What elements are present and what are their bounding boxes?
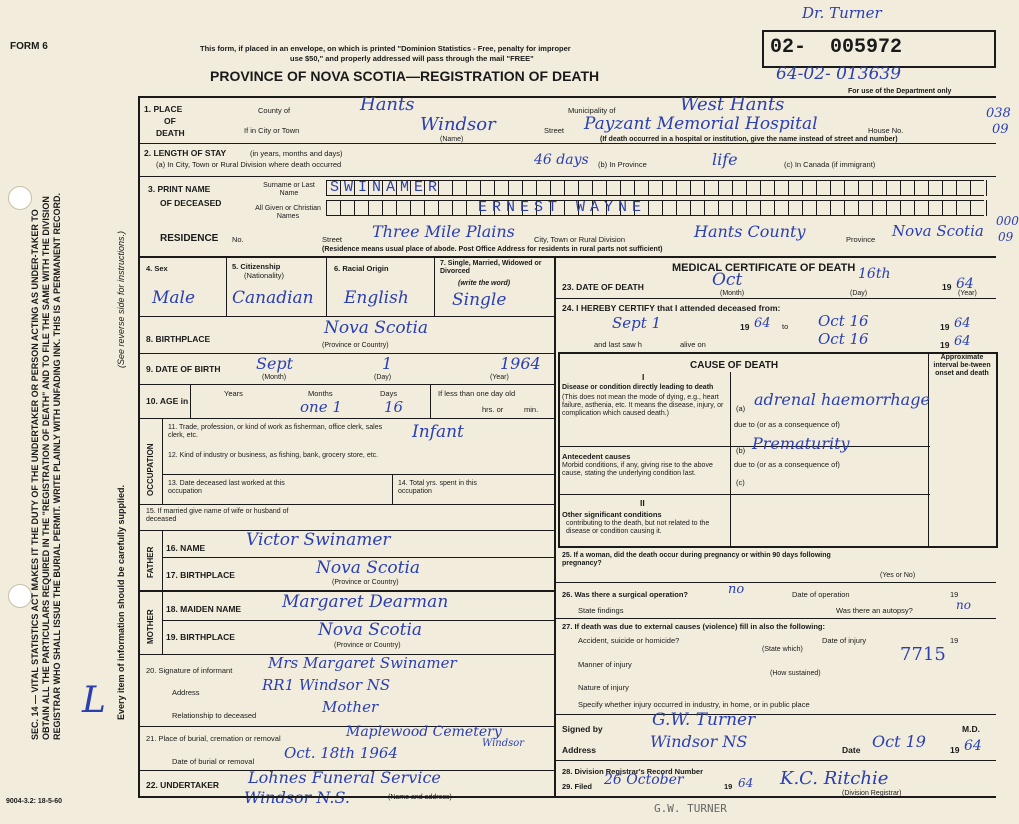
rule-residence [138, 256, 996, 258]
last-saw-mid: alive on [680, 340, 706, 349]
rule-external [556, 714, 996, 715]
last-saw-label: and last saw h [594, 340, 642, 349]
burial-town-value: Windsor [482, 738, 525, 749]
registration-number: 005972 [830, 36, 903, 59]
informant-address-label: Address [172, 688, 200, 697]
father-name-label: 16. NAME [166, 543, 206, 553]
relationship-label: Relationship to deceased [172, 711, 257, 720]
mother-name-label: 18. MAIDEN NAME [166, 604, 242, 614]
name-label-1: 3. PRINT NAME [148, 184, 211, 194]
mother-birthplace-value: Nova Scotia [318, 620, 423, 640]
rule-occupation-13 [162, 474, 555, 475]
handwritten-margin-mark: L [82, 680, 106, 721]
frame-left-line [138, 96, 140, 796]
surname-label: Surname or Last Name [263, 182, 315, 197]
form-code: 9004-3.2: 18-5-60 [6, 798, 63, 805]
handwritten-reg-number: 64-02- 013639 [776, 64, 902, 84]
dob-day: 1 [382, 354, 393, 373]
last-saw-prefix: 19 [940, 340, 950, 350]
age-days-value: 16 [384, 398, 404, 416]
rule-pregnancy [556, 582, 996, 583]
county-label: County of [258, 106, 291, 115]
registration-prefix: 02- [770, 36, 807, 59]
birthplace-label: 8. BIRTHPLACE [146, 334, 211, 344]
burial-place-value: Maplewood Cemetery [346, 724, 502, 740]
occupation-11-label: 11. Trade, profession, or kind of work as fisherman, office clerk, sales clerk, etc. [168, 424, 383, 439]
autopsy-label: Was there an autopsy? [836, 606, 913, 615]
father-caption: (Province or Country) [332, 579, 399, 586]
stay-sub: (in years, months and days) [250, 149, 343, 158]
hospital-note: (If death occurred in a hospital or institution, give the name instead of street and number) [600, 136, 898, 143]
dob-year: 1964 [500, 354, 541, 373]
county-value: Hants [360, 94, 415, 115]
signature-year-prefix: 19 [950, 745, 960, 755]
frame-top-line [138, 96, 996, 98]
father-name-value: Victor Swinamer [246, 530, 391, 550]
occupation-12-label: 12. Kind of industry or business, as fishing, bank, grocery store, etc. [168, 452, 379, 459]
mother-side-label: MOTHER [146, 609, 155, 644]
rule-v-parents [162, 530, 163, 654]
margin-code-2: 09 [992, 122, 1009, 137]
racial-value: English [344, 288, 409, 308]
rule-v-interval [928, 352, 929, 546]
informant-name-value: Mrs Margaret Swinamer [268, 654, 457, 672]
state-which-caption: (State which) [762, 646, 803, 653]
cause-title: CAUSE OF DEATH [690, 360, 779, 371]
place-label-2: OF [164, 116, 176, 126]
municipality-label: Municipality of [568, 106, 616, 115]
external-causes-label: 27. If death was due to external causes (violence) fill in also the following: [562, 622, 825, 631]
manner-label: Manner of injury [578, 660, 632, 669]
registrar-caption: (Division Registrar) [842, 790, 902, 797]
specify-label: Specify whether injury occurred in industry, in home, or in public place [578, 700, 810, 709]
occupation-14-label: 14. Total yrs. spent in this occupation [398, 480, 477, 495]
burial-date-label: Date of burial or removal [172, 757, 255, 766]
code-number: 7715 [900, 644, 946, 665]
house-label: House No. [868, 126, 904, 135]
mother-birthplace-label: 19. BIRTHPLACE [166, 632, 235, 642]
death-month-value: Oct [712, 270, 743, 290]
due-to-label-2: due to (or as a consequence of) [734, 460, 840, 469]
informant-label: 20. Signature of informant [146, 666, 233, 675]
rule-v-age [190, 384, 191, 418]
sex-value: Male [152, 288, 196, 308]
binder-hole-top [8, 186, 32, 210]
registrar-stamp: G.W. TURNER [654, 802, 727, 815]
name-label-2: OF DECEASED [160, 198, 222, 208]
statute-note: SEC. 14 — VITAL STATISTICS ACT MAKES IT THE DUTY OF THE UNDERTAKER OR PERSON ACTING AS UNDER-TAKER TO OBTAIN ALL THE PARTICULARS REQUIRED IN THE "REGISTRATION OF DEATH" AND TO FILE THE SAME WITH THE DIVISION REGISTRAR WHO SHALL ISSUE THE BURIAL PERMIT. WRITE PLAINLY WITH UNFADING INK. THIS IS A PERMANENT RECORD. [30, 192, 62, 740]
dob-month-caption: (Month) [262, 374, 287, 381]
dob-month: Sept [256, 354, 294, 373]
death-month-caption: (Month) [720, 290, 745, 297]
surgical-label: 26. Was there a surgical operation? [562, 590, 689, 599]
mother-caption: (Province or Country) [334, 642, 401, 649]
sex-label: 4. Sex [146, 264, 168, 273]
other-label: Other significant conditions [562, 510, 662, 519]
residence-note: (Residence means usual place of abode. Post Office Address for residents in rural parts not sufficient) [322, 246, 663, 253]
operation-year-prefix: 19 [950, 590, 959, 599]
cause-c-label: (c) [736, 478, 745, 487]
envelope-note-2: use $50," and properly addressed will pass through the mail "FREE" [290, 54, 534, 63]
handwritten-doctor-name: Dr. Turner [802, 4, 882, 22]
informant-address-value: RR1 Windsor NS [262, 676, 391, 694]
margin-code-4: 09 [998, 230, 1014, 244]
place-label-1: 1. PLACE [144, 104, 183, 114]
occupation-11-value: Infant [412, 422, 464, 442]
burial-label: 21. Place of burial, cremation or removal [146, 734, 281, 743]
filed-year-prefix: 19 [724, 782, 733, 791]
attended-from-year: 64 [754, 316, 771, 331]
marital-value: Single [452, 290, 507, 310]
disease-note: (This does not mean the mode of dying, e.g., heart failure, asthenia, etc. It means the disease, injury, or complication which caused death.) [562, 394, 724, 417]
column-divider [554, 256, 556, 796]
death-year-prefix: 19 [942, 282, 952, 292]
occupation-13-label: 13. Date deceased last worked at this occupation [168, 480, 285, 495]
record-number-label: 28. Division Registrar's Record Number [562, 767, 703, 776]
roman-numeral-1: I [642, 372, 645, 382]
given-names-label: All Given or Christian Names [255, 205, 321, 220]
residence-no-label: No. [232, 235, 244, 244]
rule-v-occupation-14 [392, 474, 393, 504]
doctor-address-label: Address [562, 745, 597, 755]
occupation-side-label: OCCUPATION [146, 443, 155, 496]
antecedent-note: Morbid conditions, if any, giving rise to the above cause, stating the underlying condition last. [562, 462, 713, 477]
antecedent-label: Antecedent causes [562, 452, 631, 461]
rule-occupation [138, 504, 555, 505]
stay-label: 2. LENGTH OF STAY [144, 148, 227, 158]
street-label: Street [544, 126, 565, 135]
filed-value: 26 October [604, 772, 684, 788]
city-label: If in City or Town [244, 126, 300, 135]
death-year-caption: (Year) [958, 290, 977, 297]
signature-date-value: Oct 19 [872, 732, 926, 751]
min-label: min. [524, 405, 539, 414]
rule-stay [138, 176, 996, 177]
rule-dob [138, 384, 555, 385]
residence-province-value: Nova Scotia [892, 222, 984, 240]
nature-label: Nature of injury [578, 683, 629, 692]
marital-label: 7. Single, Married, Widowed or Divorced [440, 260, 542, 275]
rule-signature [556, 760, 996, 761]
pregnancy-label: 25. If a woman, did the death occur during pregnancy or within 90 days following pregnancy? [562, 552, 831, 567]
age-label: 10. AGE in [146, 396, 189, 406]
rule-v-less-day [430, 384, 431, 418]
spouse-label: 15. If married give name of wife or husband of deceased [146, 508, 289, 523]
attended-to-prefix: 19 [940, 322, 950, 332]
medical-title: MEDICAL CERTIFICATE OF DEATH [672, 262, 856, 274]
injury-date-label: Date of injury [822, 636, 867, 645]
operation-date-label: Date of operation [792, 590, 850, 599]
injury-year-prefix: 19 [950, 636, 959, 645]
cause-b-value: Prematurity [752, 434, 850, 453]
residence-city-label: City, Town or Rural Division [534, 235, 625, 244]
days-label: Days [380, 389, 398, 398]
residence-street-value: Three Mile Plains [372, 222, 515, 241]
death-date-label: 23. DATE OF DEATH [562, 282, 644, 292]
citizenship-sub: (Nationality) [244, 271, 285, 280]
less-day-label: If less than one day old [438, 389, 516, 398]
form-number: FORM 6 [10, 41, 48, 52]
doctor-signature: G.W. Turner [652, 710, 756, 730]
municipality-value: West Hants [680, 94, 785, 115]
years-label: Years [224, 389, 243, 398]
autopsy-value: no [956, 598, 971, 612]
residence-city-value: Hants County [694, 222, 806, 241]
rule-v-cause [730, 372, 731, 546]
death-day-caption: (Day) [850, 290, 868, 297]
doctor-address-value: Windsor NS [650, 732, 748, 751]
signature-year-value: 64 [964, 738, 982, 754]
registrar-signature: K.C. Ritchie [780, 768, 889, 789]
other-note: contributing to the death, but not related to the disease or condition causing it. [566, 520, 710, 535]
hrs-label: hrs. or [482, 405, 504, 414]
roman-numeral-2: II [640, 498, 645, 508]
envelope-note-1: This form, if placed in an envelope, on which is printed "Dominion Statistics - Free, penalty for improper [200, 44, 571, 53]
dob-year-caption: (Year) [490, 374, 509, 381]
rule-v-citizen [326, 258, 327, 316]
rule-birthplace [138, 353, 555, 354]
city-value: Windsor [420, 114, 496, 135]
father-birthplace-value: Nova Scotia [316, 558, 421, 578]
attended-to-year: 64 [954, 316, 971, 331]
attended-to-value: Oct 16 [818, 312, 869, 330]
given-names-value: ERNEST WAYNE [478, 199, 647, 216]
signed-by-label: Signed by [562, 724, 603, 734]
accident-label: Accident, suicide or homicide? [578, 636, 680, 645]
birthplace-value: Nova Scotia [324, 318, 429, 338]
citizenship-label: 5. Citizenship [232, 262, 281, 271]
filed-label: 29. Filed [562, 782, 593, 791]
mother-name-value: Margaret Dearman [282, 592, 449, 612]
form-title: PROVINCE OF NOVA SCOTIA—REGISTRATION OF DEATH [210, 68, 600, 84]
md-label: M.D. [962, 724, 980, 734]
rule-personal [138, 316, 555, 317]
attended-from-value: Sept 1 [612, 314, 662, 332]
disease-label: Disease or condition directly leading to death [562, 384, 714, 391]
margin-code-1: 038 [986, 106, 1011, 121]
relationship-value: Mother [322, 698, 379, 716]
filed-year-value: 64 [738, 776, 754, 790]
stay-b-value: life [712, 150, 738, 169]
burial-date-value: Oct. 18th 1964 [284, 744, 398, 762]
last-saw-year: 64 [954, 334, 971, 349]
signature-date-label: Date [842, 745, 861, 755]
surname-value: SWINAMER [330, 179, 443, 196]
department-use-note: For use of the Department only [848, 88, 952, 95]
interval-label: Approximate interval be-tween onset and death [933, 354, 991, 377]
surgical-value: no [728, 582, 745, 597]
cause-b-label: (b) [736, 446, 746, 455]
attended-label: 24. I HEREBY CERTIFY that I attended deceased from: [562, 303, 781, 313]
marital-sub: (write the word) [458, 280, 511, 287]
cause-a-label: (a) [736, 404, 746, 413]
rule-v-sex [226, 258, 227, 316]
racial-label: 6. Racial Origin [334, 264, 389, 273]
rule-other [558, 494, 930, 495]
undertaker-name-value: Lohnes Funeral Service [248, 768, 441, 787]
name-caption: (Name) [440, 136, 464, 143]
reverse-side-note: (See reverse side for instructions.) [116, 230, 126, 368]
father-birthplace-label: 17. BIRTHPLACE [166, 570, 235, 580]
binder-hole-bottom [8, 584, 32, 608]
months-label: Months [308, 389, 333, 398]
last-saw-value: Oct 16 [818, 330, 869, 348]
street-value: Payzant Memorial Hospital [584, 114, 818, 134]
stay-a-value: 46 days [534, 152, 589, 168]
residence-label: RESIDENCE [160, 233, 219, 244]
given-names-grid [326, 200, 987, 216]
how-sustained-caption: (How sustained) [770, 670, 821, 677]
rule-death-date [556, 298, 996, 299]
birthplace-caption: (Province or Country) [322, 342, 389, 349]
rule-v-occupation [162, 418, 163, 504]
state-findings-label: State findings [578, 606, 624, 615]
citizenship-value: Canadian [232, 288, 314, 308]
residence-street-label: Street [322, 235, 343, 244]
margin-code-3: 000 [996, 214, 1019, 228]
place-label-3: DEATH [156, 128, 185, 138]
rule-age [138, 418, 555, 419]
age-months-value: one 1 [300, 398, 342, 416]
attended-to-label: to [782, 322, 789, 331]
rule-v-race [434, 258, 435, 316]
dob-label: 9. DATE OF BIRTH [146, 364, 221, 374]
father-side-label: FATHER [146, 546, 155, 578]
stay-c-label: (c) In Canada (if immigrant) [784, 160, 876, 169]
rule-surgical [556, 618, 996, 619]
stay-a-label: (a) In City, Town or Rural Division where death occurred [156, 160, 342, 169]
stay-b-label: (b) In Province [598, 160, 647, 169]
residence-province-label: Province [846, 235, 876, 244]
supply-note: Every item of information should be carefully supplied. [116, 484, 126, 720]
cause-a-value: adrenal haemorrhage [754, 390, 930, 409]
dob-day-caption: (Day) [374, 374, 392, 381]
yes-no-caption: (Yes or No) [880, 572, 916, 579]
due-to-label-1: due to (or as a consequence of) [734, 420, 840, 429]
undertaker-label: 22. UNDERTAKER [146, 780, 220, 790]
death-year-value: 64 [956, 276, 974, 292]
death-day-value: 16th [858, 266, 891, 282]
attended-from-prefix: 19 [740, 322, 750, 332]
